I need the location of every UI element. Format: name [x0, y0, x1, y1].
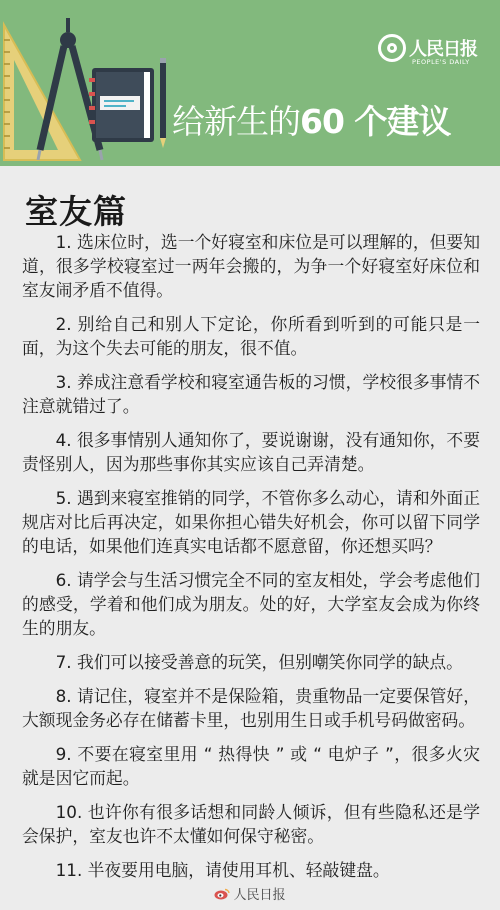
advice-item: 10. 也许你有很多话想和同龄人倾诉，但有些隐私还是学会保护，室友也许不太懂如何保守秘密。	[22, 802, 480, 846]
advice-item: 5. 遇到来寝室推销的同学，不管你多么动心，请和外面正规店对比后再决定，如果你担心错失好机会，你可以留下同学的电话，如果他们连真实电话都不愿意留，你还想买吗？	[22, 488, 480, 556]
section-title: 室友篇	[25, 192, 127, 231]
banner-title-number: 60	[300, 102, 344, 141]
advice-list	[22, 230, 480, 892]
advice-item: 9. 不要在寝室里用 “ 热得快 ” 或 “ 电炉子 ”，很多火灾就是因它而起。	[22, 744, 480, 788]
pencil-icon	[160, 58, 166, 148]
banner-title-suffix: 个建议	[343, 102, 451, 141]
header-banner	[0, 0, 500, 166]
advice-item: 2. 别给自己和别人下定论，你所看到听到的可能只是一面，为这个失去可能的朋友，很不值。	[22, 314, 480, 358]
at-sign-icon	[378, 34, 406, 62]
advice-item: 6. 请学会与生活习惯完全不同的室友相处，学会考虑他们的感受，学着和他们成为朋友。处的好，大学室友会成为你终生的朋友。	[22, 570, 480, 638]
watermark	[0, 884, 500, 903]
logo-subtext: PEOPLE'S DAILY	[412, 58, 470, 66]
advice-item: 1. 选床位时，选一个好寝室和床位是可以理解的，但要知道，很多学校寝室过一两年会搬的，为争一个好寝室好床位和室友闹矛盾不值得。	[22, 232, 480, 300]
peoples-daily-logo	[378, 34, 488, 68]
weibo-icon	[214, 888, 230, 900]
banner-title	[172, 96, 450, 143]
banner-title-prefix: 给新生的	[172, 102, 300, 141]
logo-text: 人民日报	[409, 39, 477, 60]
advice-item: 11. 半夜要用电脑，请使用耳机、轻敲键盘。	[55, 860, 390, 880]
advice-item: 3. 养成注意看学校和寝室通告板的习惯，学校很多事情不注意就错过了。	[22, 372, 480, 416]
notebook-icon	[89, 68, 154, 142]
stationery-illustration	[0, 0, 170, 166]
advice-item: 7. 我们可以接受善意的玩笑，但别嘲笑你同学的缺点。	[55, 652, 463, 672]
advice-item: 4. 很多事情别人通知你了，要说谢谢，没有通知你，不要责怪别人，因为那些事你其实应该自己弄清楚。	[22, 430, 480, 474]
advice-item: 8. 请记住，寝室并不是保险箱，贵重物品一定要保管好，大额现金务必存在储蓄卡里，也别用生日或手机号码做密码。	[22, 686, 480, 730]
watermark-text: 人民日报	[233, 888, 286, 903]
